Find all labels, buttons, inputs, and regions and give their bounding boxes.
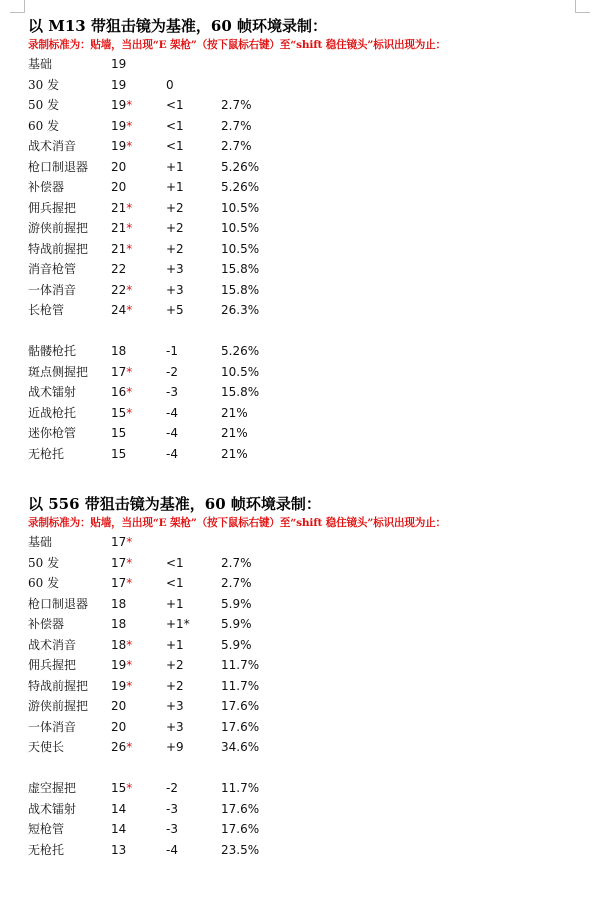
diff-cell [166,614,190,635]
percent-change: 15.8% [221,262,260,276]
frame-count: 19 [111,57,127,71]
diff-cell [166,136,184,157]
frame-count-cell [111,840,126,861]
frame-diff: +1 [166,637,184,652]
frame-count-cell [111,157,126,178]
frame-diff: +2 [166,658,184,672]
diff-cell [166,696,184,717]
frame-diff: -4 [166,446,178,461]
frame-count: 18 [111,596,127,611]
diff-cell [166,553,184,574]
frame-count-cell [111,778,132,799]
diff-cell [166,198,184,219]
star-marker: * [126,405,133,420]
table-row [28,259,588,280]
frame-count: 17 [111,555,127,570]
table-row [28,778,588,799]
star-marker: * [126,658,133,672]
frame-count-cell [111,300,132,321]
attachment-name: 战术镭射 [28,801,77,816]
frame-count: 14 [111,801,127,816]
group-spacer [28,758,588,779]
frame-count-cell [111,382,132,403]
percent-change: 5.9% [221,596,252,611]
star-marker: * [126,678,133,693]
percent-change: 15.8% [221,385,260,399]
frame-count: 18 [111,617,127,631]
frame-count-cell [111,553,132,574]
star-marker: * [126,535,133,549]
star-marker: * [126,98,133,112]
crop-mark-top-left [10,0,25,13]
table-row [28,676,588,697]
attachment-name: 补偿器 [28,180,65,194]
frame-count: 19 [111,98,127,112]
table-row [28,116,588,137]
frame-diff: +2 [166,678,184,693]
frame-diff: +3 [166,262,184,276]
frame-count: 14 [111,822,127,836]
diff-cell [166,341,178,362]
star-marker: * [126,637,133,652]
table-row [28,157,588,178]
frame-count-cell [111,676,132,697]
table-row [28,218,588,239]
diff-cell [166,300,184,321]
attachment-name: 战术镭射 [28,385,77,399]
diff-cell [166,819,178,840]
attachment-name: 战术消音 [28,637,77,652]
attachment-name: 60 发 [28,576,60,590]
percent-change: 5.26% [221,344,260,358]
attachment-name: 枪口制退器 [28,596,89,611]
attachment-name: 佣兵握把 [28,200,77,215]
diff-cell [166,444,178,465]
frame-count: 15 [111,781,127,795]
table-row [28,635,588,656]
group-spacer [28,321,588,342]
frame-count-cell [111,696,126,717]
frame-count: 19 [111,139,127,153]
table-row [28,95,588,116]
frame-count-cell [111,737,132,758]
frame-count-cell [111,655,132,676]
frame-count-cell [111,532,132,553]
frame-diff: +1 [166,617,184,631]
percent-change: 2.7% [221,118,252,133]
frame-diff: +5 [166,303,184,317]
diff-cell [166,573,184,594]
attachment-name: 长枪管 [28,303,65,317]
section-m13 [28,16,588,464]
diff-star-marker: * [183,617,190,631]
attachment-name: 消音枪管 [28,262,77,276]
frame-count: 20 [111,159,127,174]
percent-change: 17.6% [221,801,260,816]
frame-count: 22 [111,262,127,276]
attachment-name: 游侠前握把 [28,221,89,235]
attachment-name: 特战前握把 [28,678,89,693]
table-row [28,737,588,758]
star-marker: * [126,282,133,297]
frame-diff: -4 [166,842,178,857]
frame-diff: <1 [166,118,184,133]
attachment-name: 迷你枪管 [28,426,77,440]
data-table [28,54,588,464]
frame-diff: -4 [166,426,178,440]
table-row [28,655,588,676]
table-row [28,696,588,717]
frame-count-cell [111,116,132,137]
frame-count: 18 [111,637,127,652]
section-title: 以 M13 带狙击镜为基准，60 帧环境录制： [28,17,328,35]
diff-cell [166,95,184,116]
table-row [28,594,588,615]
percent-change: 2.7% [221,139,252,153]
attachment-name: 30 发 [28,77,60,92]
percent-change: 10.5% [221,241,260,256]
table-row [28,198,588,219]
diff-cell [166,799,178,820]
diff-cell [166,116,184,137]
star-marker: * [126,555,133,570]
attachment-name: 60 发 [28,118,60,133]
attachment-name: 特战前握把 [28,241,89,256]
section-title: 以 556 带狙击镜为基准，60 帧环境录制： [28,495,321,513]
attachment-name: 斑点侧握把 [28,364,89,379]
star-marker: * [126,303,133,317]
attachment-name: 虚空握把 [28,781,77,795]
star-marker: * [126,740,133,754]
percent-change: 10.5% [221,364,260,379]
diff-cell [166,382,178,403]
percent-change: 17.6% [221,822,260,836]
attachment-name: 50 发 [28,555,60,570]
star-marker: * [126,200,133,215]
table-row [28,573,588,594]
attachment-name: 补偿器 [28,617,65,631]
diff-cell [166,239,184,260]
table-row [28,280,588,301]
percent-change: 10.5% [221,221,260,235]
star-marker: * [126,221,133,235]
frame-count: 19 [111,77,127,92]
frame-diff: +3 [166,699,184,713]
recording-standard: 录制标准为：贴墙，当出现“E 架枪”（按下鼠标右键）至“shift 稳住镜头”标识出现为止： [28,39,446,51]
table-row [28,300,588,321]
attachment-name: 50 发 [28,98,60,112]
frame-diff: -1 [166,344,178,358]
frame-count-cell [111,259,126,280]
attachment-name: 基础 [28,535,53,549]
frame-count-cell [111,423,126,444]
frame-count: 20 [111,699,127,713]
table-row [28,423,588,444]
frame-diff: -3 [166,801,178,816]
frame-count-cell [111,614,126,635]
frame-count: 21 [111,200,127,215]
frame-count-cell [111,198,132,219]
frame-count: 20 [111,719,127,734]
frame-count: 21 [111,221,127,235]
frame-count: 22 [111,282,127,297]
table-row [28,799,588,820]
percent-change: 2.7% [221,555,252,570]
percent-change: 11.7% [221,658,260,672]
percent-change: 17.6% [221,699,260,713]
attachment-name: 骷髅枪托 [28,344,77,358]
frame-count: 20 [111,180,127,194]
percent-change: 21% [221,426,248,440]
frame-diff: +1 [166,180,184,194]
diff-cell [166,594,184,615]
diff-cell [166,157,184,178]
percent-change: 23.5% [221,842,260,857]
recording-standard: 录制标准为：贴墙，当出现“E 架枪”（按下鼠标右键）至“shift 稳住镜头”标识出现为止： [28,517,446,529]
frame-count-cell [111,218,132,239]
star-marker: * [126,781,133,795]
percent-change: 15.8% [221,282,260,297]
star-marker: * [126,118,133,133]
table-row [28,819,588,840]
percent-change: 5.9% [221,617,252,631]
table-row [28,136,588,157]
frame-count-cell [111,54,126,75]
frame-diff: -3 [166,385,178,399]
table-row [28,239,588,260]
frame-count: 24 [111,303,127,317]
frame-count-cell [111,280,132,301]
frame-diff: +1 [166,596,184,611]
star-marker: * [126,576,133,590]
table-row [28,532,588,553]
crop-mark-top-right [575,0,590,13]
frame-count: 19 [111,118,127,133]
frame-diff: <1 [166,576,184,590]
frame-count-cell [111,717,126,738]
frame-diff: 0 [166,77,174,92]
frame-diff: -3 [166,822,178,836]
percent-change: 11.7% [221,678,260,693]
section-556 [28,494,588,860]
diff-cell [166,655,184,676]
attachment-name: 游侠前握把 [28,699,89,713]
percent-change: 17.6% [221,719,260,734]
diff-cell [166,717,184,738]
star-marker: * [126,385,133,399]
frame-count: 13 [111,842,127,857]
frame-diff: <1 [166,98,184,112]
frame-count-cell [111,594,126,615]
star-marker: * [126,364,133,379]
attachment-name: 佣兵握把 [28,658,77,672]
frame-count: 18 [111,344,127,358]
frame-diff: +3 [166,719,184,734]
percent-change: 11.7% [221,781,260,795]
diff-cell [166,635,184,656]
table-row [28,840,588,861]
diff-cell [166,676,184,697]
percent-change: 2.7% [221,98,252,112]
table-row [28,403,588,424]
percent-change: 21% [221,446,248,461]
table-row [28,177,588,198]
frame-count: 21 [111,241,127,256]
percent-change: 5.9% [221,637,252,652]
frame-count-cell [111,239,132,260]
diff-cell [166,737,184,758]
diff-cell [166,218,184,239]
percent-change: 21% [221,405,248,420]
frame-count-cell [111,136,132,157]
frame-diff: <1 [166,139,184,153]
diff-cell [166,778,178,799]
frame-count-cell [111,341,126,362]
frame-count-cell [111,362,132,383]
frame-diff: +2 [166,200,184,215]
percent-change: 5.26% [221,159,260,174]
frame-count: 17 [111,364,127,379]
frame-diff: <1 [166,555,184,570]
frame-count-cell [111,444,126,465]
table-row [28,444,588,465]
frame-diff: +9 [166,740,184,754]
diff-cell [166,177,184,198]
frame-diff: +2 [166,221,184,235]
frame-count: 19 [111,678,127,693]
frame-diff: +3 [166,282,184,297]
diff-cell [166,75,174,96]
frame-count: 15 [111,426,127,440]
attachment-name: 基础 [28,57,53,71]
table-row [28,382,588,403]
frame-count-cell [111,799,126,820]
star-marker: * [126,241,133,256]
attachment-name: 无枪托 [28,446,65,461]
diff-cell [166,362,178,383]
frame-diff: -2 [166,781,178,795]
frame-count: 19 [111,658,127,672]
frame-count: 16 [111,385,127,399]
frame-count-cell [111,573,132,594]
diff-cell [166,423,178,444]
frame-diff: +1 [166,159,184,174]
attachment-name: 枪口制退器 [28,159,89,174]
data-table [28,532,588,860]
frame-diff: +2 [166,241,184,256]
table-row [28,614,588,635]
percent-change: 10.5% [221,200,260,215]
attachment-name: 无枪托 [28,842,65,857]
percent-change: 5.26% [221,180,260,194]
frame-count: 17 [111,535,127,549]
attachment-name: 一体消音 [28,282,77,297]
frame-count: 15 [111,446,127,461]
frame-diff: -4 [166,405,178,420]
attachment-name: 一体消音 [28,719,77,734]
frame-count-cell [111,635,132,656]
attachment-name: 天使长 [28,740,65,754]
attachment-name: 近战枪托 [28,405,77,420]
percent-change: 26.3% [221,303,260,317]
diff-cell [166,280,184,301]
diff-cell [166,259,184,280]
table-row [28,553,588,574]
frame-count: 17 [111,576,127,590]
frame-count-cell [111,75,126,96]
frame-count-cell [111,403,132,424]
star-marker: * [126,139,133,153]
table-row [28,75,588,96]
percent-change: 2.7% [221,576,252,590]
table-row [28,717,588,738]
frame-count-cell [111,177,126,198]
table-row [28,341,588,362]
attachment-name: 战术消音 [28,139,77,153]
frame-diff: -2 [166,364,178,379]
diff-cell [166,840,178,861]
attachment-name: 短枪管 [28,822,65,836]
table-row [28,54,588,75]
table-row [28,362,588,383]
percent-change: 34.6% [221,740,260,754]
frame-count: 26 [111,740,127,754]
diff-cell [166,403,178,424]
frame-count-cell [111,95,132,116]
frame-count: 15 [111,405,127,420]
frame-count-cell [111,819,126,840]
